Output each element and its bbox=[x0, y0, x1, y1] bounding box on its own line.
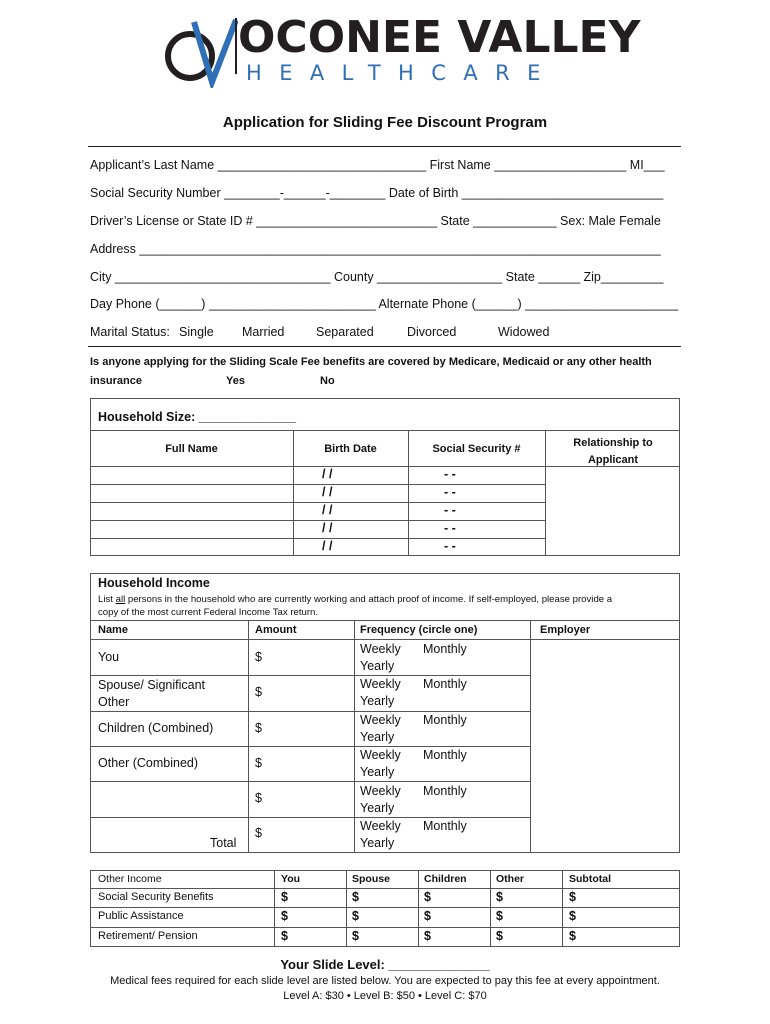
insurance-question-end: insurance bbox=[90, 375, 142, 387]
city-county-line[interactable]: City _______________________________ County __________________ State ______ Zip_________ bbox=[90, 270, 664, 284]
ssn-dob-line[interactable]: Social Security Number ________-______-________ Date of Birth _____________________________ bbox=[90, 186, 664, 200]
freq-yearly[interactable]: Yearly bbox=[360, 730, 395, 744]
ssn-row[interactable]: - - bbox=[444, 539, 456, 553]
freq-weekly[interactable]: Weekly bbox=[360, 677, 401, 691]
income-col-frequency: Frequency (circle one) bbox=[360, 624, 478, 636]
logo-mark-icon bbox=[164, 18, 238, 88]
freq-monthly[interactable]: Monthly bbox=[423, 784, 467, 798]
marital-separated[interactable]: Separated bbox=[316, 325, 374, 339]
income-row-name: Children (Combined) bbox=[98, 721, 214, 735]
slide-level-field[interactable]: Your Slide Level: ______________ bbox=[280, 957, 490, 972]
slide-level-note: Medical fees required for each slide level are listed below. You are expected to pay this fee at every appointment. bbox=[110, 975, 660, 987]
col-ssn: Social Security # bbox=[432, 443, 521, 455]
insurance-no[interactable]: No bbox=[320, 375, 335, 387]
slide-level-fees: Level A: $30 • Level B: $50 • Level C: $70 bbox=[283, 990, 487, 1002]
other-income-cell[interactable]: $ bbox=[424, 929, 431, 943]
income-row-name: Other (Combined) bbox=[98, 756, 199, 770]
income-col-amount: Amount bbox=[255, 624, 297, 636]
freq-weekly[interactable]: Weekly bbox=[360, 748, 401, 762]
birth-date-row[interactable]: / / bbox=[322, 503, 333, 517]
freq-weekly[interactable]: Weekly bbox=[360, 642, 401, 656]
freq-weekly[interactable]: Weekly bbox=[360, 819, 401, 833]
freq-yearly[interactable]: Yearly bbox=[360, 694, 395, 708]
license-state-sex-line[interactable]: Driver’s License or State ID # __________________________ State ____________ Sex: Male Female bbox=[90, 214, 661, 228]
other-income-cell[interactable]: $ bbox=[352, 909, 359, 923]
other-income-row-label: Retirement/ Pension bbox=[98, 930, 198, 942]
freq-yearly[interactable]: Yearly bbox=[360, 801, 395, 815]
marital-divorced[interactable]: Divorced bbox=[407, 325, 457, 339]
other-income-col-subtotal: Subtotal bbox=[569, 873, 611, 885]
freq-weekly[interactable]: Weekly bbox=[360, 713, 401, 727]
income-instructions-2: copy of the most current Federal Income Tax return. bbox=[98, 607, 319, 618]
address-line[interactable]: Address ___________________________________________________________________________ bbox=[90, 242, 661, 256]
other-income-cell[interactable]: $ bbox=[496, 890, 503, 904]
other-income-col-spouse: Spouse bbox=[352, 873, 390, 885]
other-income-cell[interactable]: $ bbox=[569, 909, 576, 923]
freq-monthly[interactable]: Monthly bbox=[423, 819, 467, 833]
freq-monthly[interactable]: Monthly bbox=[423, 748, 467, 762]
income-amount[interactable]: $ bbox=[255, 685, 262, 699]
ssn-row[interactable]: - - bbox=[444, 521, 456, 535]
other-income-cell[interactable]: $ bbox=[424, 909, 431, 923]
birth-date-row[interactable]: / / bbox=[322, 539, 333, 553]
freq-yearly[interactable]: Yearly bbox=[360, 765, 395, 779]
household-size-field[interactable]: Household Size: ______________ bbox=[98, 410, 297, 424]
other-income-cell[interactable]: $ bbox=[352, 890, 359, 904]
insurance-yes[interactable]: Yes bbox=[226, 375, 245, 387]
page-title: Application for Sliding Fee Discount Program bbox=[222, 114, 548, 131]
freq-weekly[interactable]: Weekly bbox=[360, 784, 401, 798]
marital-status-label: Marital Status: bbox=[90, 325, 170, 339]
other-income-row-label: Public Assistance bbox=[98, 910, 184, 922]
freq-yearly[interactable]: Yearly bbox=[360, 659, 395, 673]
income-total-label: Total bbox=[210, 836, 237, 850]
other-income-col-label: Other Income bbox=[98, 873, 162, 885]
income-instructions: List all persons in the household who are currently working and attach proof of income. If self-employed, please provide a bbox=[98, 594, 613, 605]
freq-yearly[interactable]: Yearly bbox=[360, 836, 395, 850]
birth-date-row[interactable]: / / bbox=[322, 467, 333, 481]
other-income-cell[interactable]: $ bbox=[569, 890, 576, 904]
other-income-cell[interactable]: $ bbox=[424, 890, 431, 904]
marital-married[interactable]: Married bbox=[242, 325, 285, 339]
freq-monthly[interactable]: Monthly bbox=[423, 677, 467, 691]
phone-line[interactable]: Day Phone (______) ________________________ Alternate Phone (______) ______________________ bbox=[90, 297, 679, 311]
other-income-cell[interactable]: $ bbox=[281, 909, 288, 923]
other-income-col-children: Children bbox=[424, 873, 467, 885]
income-amount[interactable]: $ bbox=[255, 650, 262, 664]
ssn-row[interactable]: - - bbox=[444, 467, 456, 481]
income-title: Household Income bbox=[98, 576, 210, 590]
marital-widowed[interactable]: Widowed bbox=[498, 325, 550, 339]
col-full-name: Full Name bbox=[165, 443, 218, 455]
other-income-cell[interactable]: $ bbox=[281, 929, 288, 943]
birth-date-row[interactable]: / / bbox=[322, 485, 333, 499]
freq-monthly[interactable]: Monthly bbox=[423, 642, 467, 656]
insurance-question: Is anyone applying for the Sliding Scale Fee benefits are covered by Medicare, Medicaid or any other health bbox=[90, 356, 652, 368]
marital-single[interactable]: Single bbox=[179, 325, 214, 339]
logo-title: OCONEE VALLEY bbox=[238, 12, 641, 63]
income-col-employer: Employer bbox=[540, 624, 591, 636]
col-birth-date: Birth Date bbox=[324, 443, 377, 455]
other-income-cell[interactable]: $ bbox=[496, 909, 503, 923]
other-income-cell[interactable]: $ bbox=[281, 890, 288, 904]
other-income-cell[interactable]: $ bbox=[496, 929, 503, 943]
title-divider bbox=[88, 146, 681, 147]
income-col-name: Name bbox=[98, 624, 128, 636]
income-row-name: Spouse/ Significant Other bbox=[98, 678, 206, 709]
ssn-row[interactable]: - - bbox=[444, 503, 456, 517]
col-relationship: Relationship to Applicant bbox=[573, 437, 653, 466]
section-divider bbox=[88, 346, 681, 347]
income-amount[interactable]: $ bbox=[255, 791, 262, 805]
ssn-row[interactable]: - - bbox=[444, 485, 456, 499]
other-income-row-label: Social Security Benefits bbox=[98, 891, 214, 903]
applicant-name-line[interactable]: Applicant’s Last Name ______________________________ First Name ___________________ MI___ bbox=[90, 158, 665, 172]
logo-subtitle: HEALTHCARE bbox=[246, 61, 558, 85]
income-amount[interactable]: $ bbox=[255, 756, 262, 770]
income-amount[interactable]: $ bbox=[255, 721, 262, 735]
other-income-cell[interactable]: $ bbox=[352, 929, 359, 943]
other-income-cell[interactable]: $ bbox=[569, 929, 576, 943]
other-income-col-you: You bbox=[281, 873, 301, 885]
birth-date-row[interactable]: / / bbox=[322, 521, 333, 535]
other-income-col-other: Other bbox=[496, 873, 525, 885]
income-row-name: You bbox=[98, 650, 120, 664]
income-amount[interactable]: $ bbox=[255, 826, 262, 840]
freq-monthly[interactable]: Monthly bbox=[423, 713, 467, 727]
